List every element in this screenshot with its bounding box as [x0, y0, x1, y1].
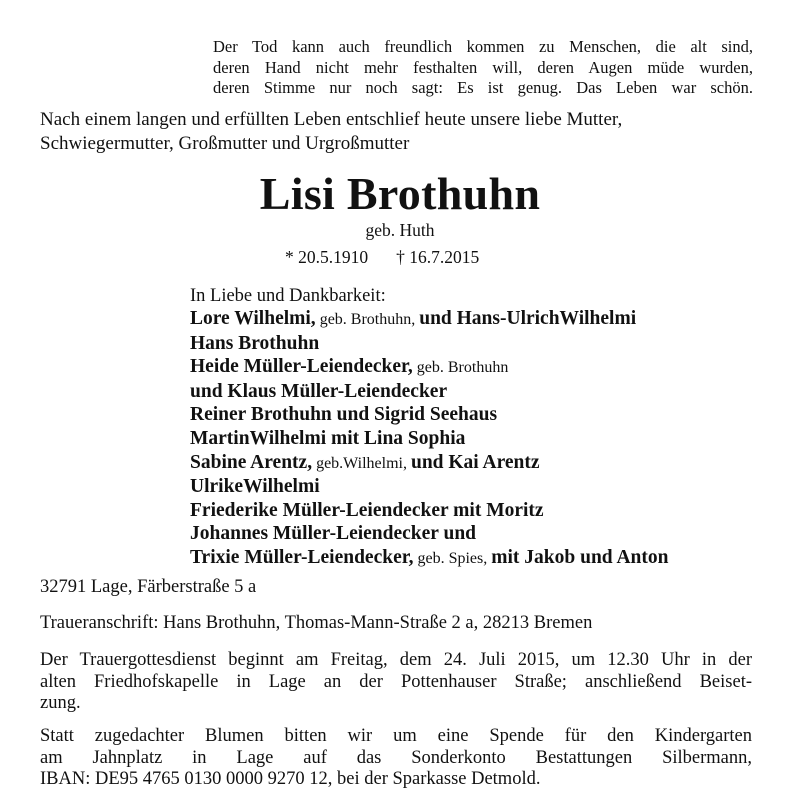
mourner-line: UlrikeWilhelmi [190, 476, 320, 498]
mourning-address: Traueranschrift: Hans Brothuhn, Thomas-Mann-Straße 2 a, 28213 Bremen [40, 613, 593, 633]
maiden-name: geb. Huth [365, 220, 435, 240]
intro-text [40, 108, 622, 156]
mourner-line: Lore Wilhelmi, geb. Brothuhn, und Hans-UlrichWilhelmi [190, 308, 637, 329]
memorial-poem [213, 37, 753, 99]
birth-date: * 20.5.1910 [285, 247, 369, 267]
family-address: 32791 Lage, Färberstraße 5 a [40, 577, 257, 597]
service-line: alten Friedhofskapelle in Lage an der Pottenhauser Straße; anschließend Beiset- [40, 671, 752, 692]
mourner-line: MartinWilhelmi mit Lina Sophia [190, 427, 466, 449]
death-date: † 16.7.2015 [396, 247, 480, 267]
service-line: Der Trauergottesdienst beginnt am Freitag, dem 24. Juli 2015, um 12.30 Uhr in der [40, 650, 752, 670]
mourner-line: Trixie Müller-Leiendecker, geb. Spies, mit Jakob und Anton [190, 546, 669, 568]
intro-line: Schwiegermutter, Großmutter und Urgroßmutter [40, 133, 410, 154]
intro-line: Nach einem langen und erfüllten Leben entschlief heute unsere liebe Mutter, [40, 109, 623, 130]
poem-line: deren Stimme nur noch sagt: Es ist genug. Das Leben war schön. [213, 78, 753, 97]
mourner-line: Friederike Müller-Leiendecker mit Moritz [190, 499, 544, 521]
mourner-line: Johannes Müller-Leiendecker und [190, 523, 477, 545]
mourners-heading: In Liebe und Dankbarkeit: [190, 286, 386, 306]
life-dates [285, 246, 479, 268]
mourners-list [190, 307, 668, 571]
mourner-line: Hans Brothuhn [190, 332, 320, 354]
mourner-line: und Klaus Müller-Leiendecker [190, 380, 448, 402]
mourner-line: Reiner Brothuhn und Sigrid Seehaus [190, 404, 498, 426]
donation-line: Statt zugedachter Blumen bitten wir um eine Spende für den Kindergarten [40, 726, 752, 746]
donation-line: am Jahnplatz in Lage auf das Sonderkonto Bestattungen Silbermann, [40, 747, 752, 768]
service-line: zung. [40, 693, 81, 713]
funeral-service-info [40, 650, 752, 715]
mourner-line: Sabine Arentz, geb.Wilhelmi, und Kai Arentz [190, 451, 540, 473]
donation-line: IBAN: DE95 4765 0130 0000 9270 12, bei der Sparkasse Detmold. [40, 769, 541, 789]
poem-line: Der Tod kann auch freundlich kommen zu Menschen, die alt sind, [213, 37, 753, 56]
mourner-line: Heide Müller-Leiendecker, geb. Brothuhn [190, 356, 509, 378]
deceased-name: Lisi Brothuhn [259, 168, 541, 219]
donation-info [40, 726, 752, 791]
poem-line: deren Hand nicht mehr festhalten will, deren Augen müde wurden, [213, 57, 753, 77]
